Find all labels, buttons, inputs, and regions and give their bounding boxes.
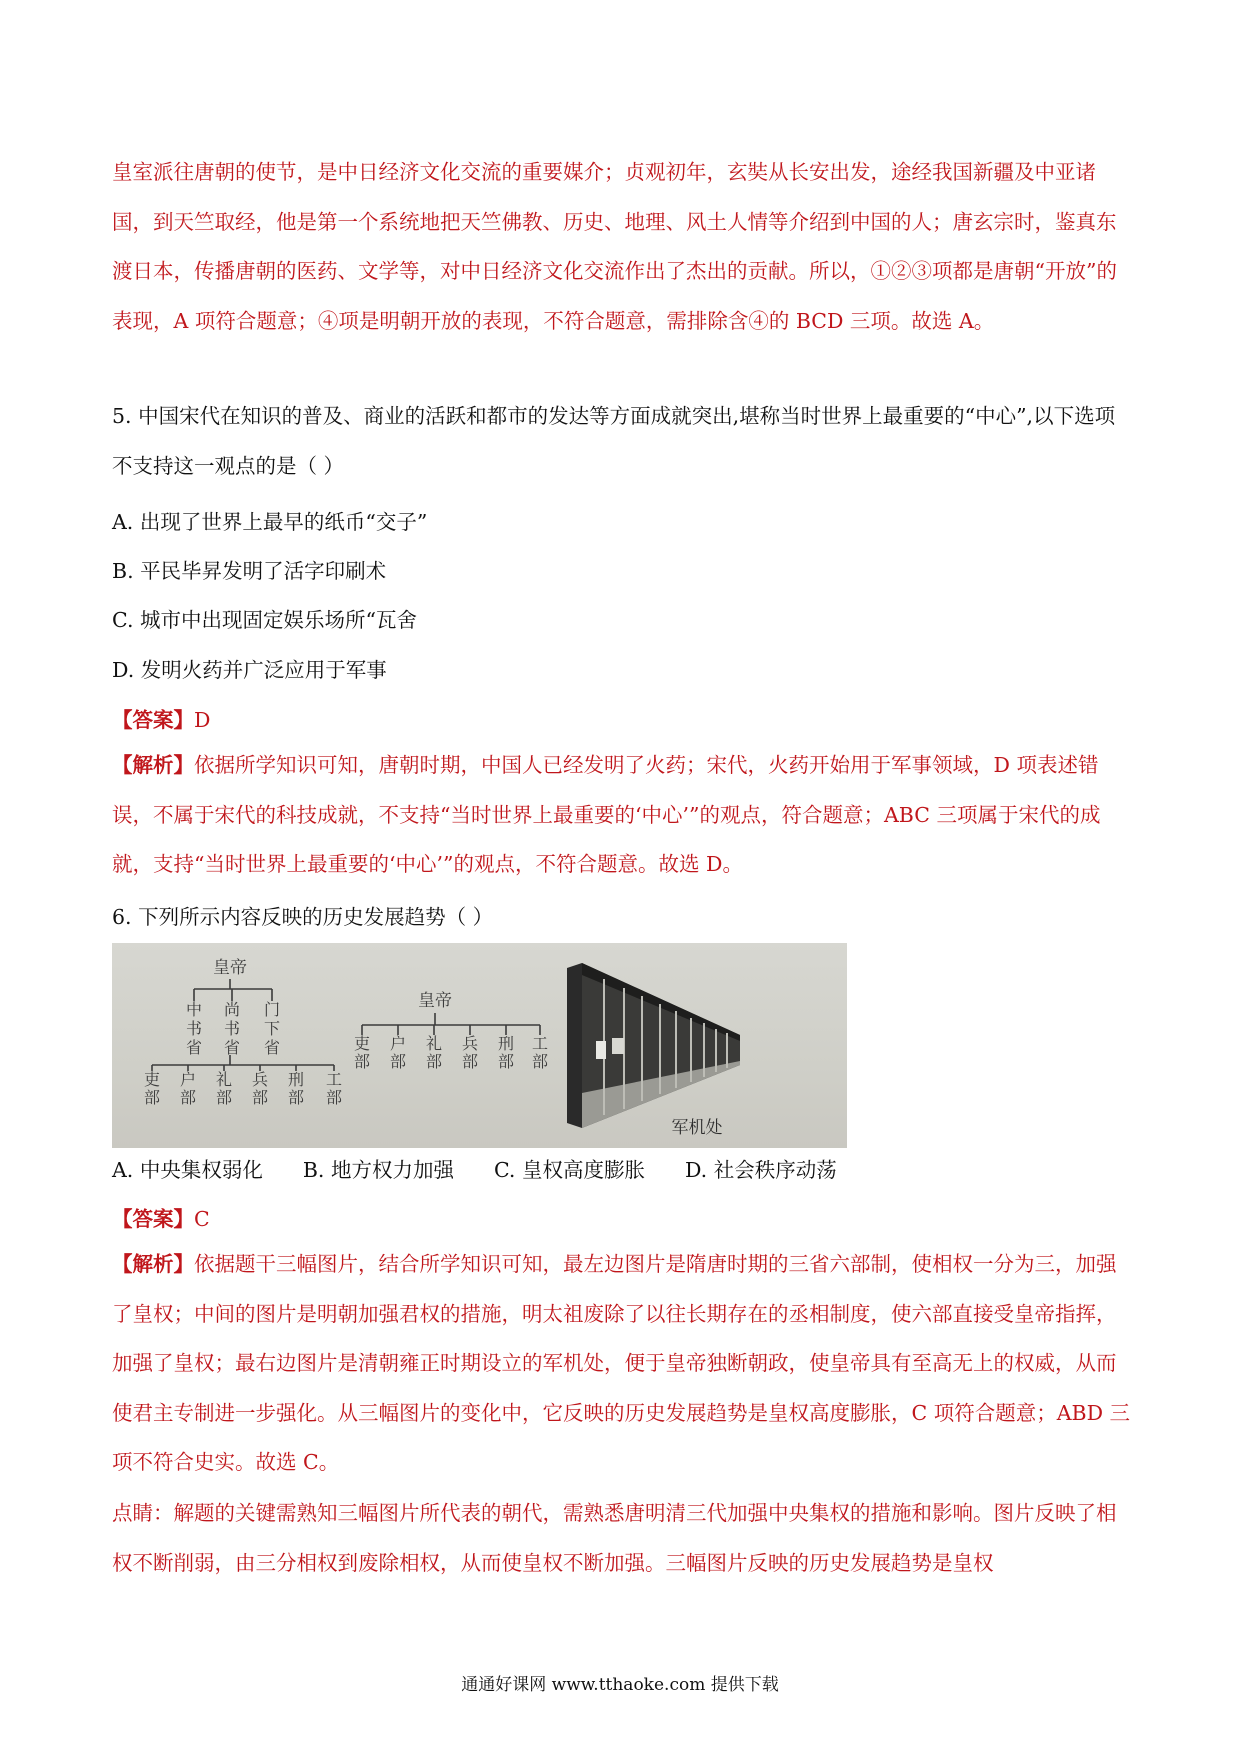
q5-analysis xyxy=(112,741,1134,890)
left-department-label: 门下省 xyxy=(263,1000,281,1057)
q6-options xyxy=(112,1155,877,1185)
q5-stem: 5. 中国宋代在知识的普及、商业的活跃和都市的发达等方面成就突出,堪称当时世界上最重要的“中心”,以下选项不支持这一观点的是（ ） xyxy=(112,404,1116,478)
q6-option-d: D. 社会秩序动荡 xyxy=(684,1158,837,1182)
grand-council-caption: 军机处 xyxy=(671,1118,723,1138)
left-department-label: 中书省 xyxy=(185,1000,203,1057)
q6-figure-svg xyxy=(112,943,847,1148)
q6-tip: 点睛：解题的关键需熟知三幅图片所代表的朝代，需熟悉唐明清三代加强中央集权的措施和影响。图片反映了相权不断削弱，由三分相权到废除相权，从而使皇权不断加强。三幅图片反映的历史发展趋势是皇权 xyxy=(112,1501,1117,1575)
q6-option-a: A. 中央集权弱化 xyxy=(112,1158,263,1182)
left-ministry-label: 吏部 xyxy=(143,1070,161,1107)
q6-answer-value: C xyxy=(194,1207,210,1231)
q4-analysis-continued: 皇室派往唐朝的使节，是中日经济文化交流的重要媒介；贞观初年，玄奘从长安出发，途经我国新疆及中亚诸国，到天竺取经，他是第一个系统地把天竺佛教、历史、地理、风土人情等介绍到中国的人；唐玄宗时，鉴真东渡日本，传播唐朝的医药、文学等，对中日经济文化交流作出了杰出的贡献。所以，①②③项都是唐朝“开放”的表现，A 项符合题意；④项是明朝开放的表现，不符合题意，需排除含④的 BCD 三项。故选 A。 xyxy=(112,160,1117,333)
mid-emperor: 皇帝 xyxy=(418,991,452,1011)
q5-answer-label: 【答案】 xyxy=(112,708,194,732)
q5-analysis-text: 依据所学知识可知，唐朝时期，中国人已经发明了火药；宋代，火药开始用于军事领域，D 项表述错误，不属于宋代的科技成就，不支持“当时世界上最重要的‘中心’”的观点，符合题意；ABC 三项属于宋代的成就，支持“当时世界上最重要的‘中心’”的观点，不符合题意。故选 D。 xyxy=(112,753,1101,876)
q6-analysis-label: 【解析】 xyxy=(112,1252,194,1276)
left-ministry-label: 兵部 xyxy=(251,1070,269,1107)
q5-option-a: A. 出现了世界上最早的纸币“交子” xyxy=(112,510,428,534)
mid-ministry-label: 礼部 xyxy=(425,1034,443,1071)
q6-answer-label: 【答案】 xyxy=(112,1207,194,1231)
left-ministry-label: 户部 xyxy=(179,1070,197,1107)
mid-ministry-label: 工部 xyxy=(531,1034,549,1071)
q5-answer-value: D xyxy=(194,708,211,732)
mid-ministry-label: 吏部 xyxy=(353,1034,371,1071)
left-department-label: 尚书省 xyxy=(223,1000,241,1057)
q6-stem: 6. 下列所示内容反映的历史发展趋势（ ） xyxy=(112,905,494,929)
q6-figure xyxy=(112,943,847,1148)
q6-analysis-text: 依据题干三幅图片，结合所学知识可知，最左边图片是隋唐时期的三省六部制，使相权一分为三，加强了皇权；中间的图片是明朝加强君权的措施，明太祖废除了以往长期存在的丞相制度，使六部直接受皇帝指挥，加强了皇权；最右边图片是清朝雍正时期设立的军机处，便于皇帝独断朝政，使皇帝具有至高无上的权威，从而使君主专制进一步强化。从三幅图片的变化中，它反映的历史发展趋势是皇权高度膨胀，C 项符合题意；ABD 三项不符合史实。故选 C。 xyxy=(112,1252,1131,1474)
left-emperor: 皇帝 xyxy=(213,958,247,978)
mid-ministry-label: 刑部 xyxy=(497,1034,515,1071)
q6-answer-line xyxy=(112,1204,210,1234)
q6-analysis xyxy=(112,1240,1134,1488)
mid-tree-lines xyxy=(362,1013,540,1035)
q5-option-c: C. 城市中出现固定娱乐场所“瓦舍 xyxy=(112,608,417,632)
left-tree-lines xyxy=(152,979,334,1071)
mid-ministry-label: 兵部 xyxy=(461,1034,479,1071)
q5-answer-line xyxy=(112,705,210,735)
mid-ministry-label: 户部 xyxy=(389,1034,407,1071)
left-ministry-label: 工部 xyxy=(325,1070,343,1107)
q6-option-c: C. 皇权高度膨胀 xyxy=(493,1158,645,1182)
q5-analysis-label: 【解析】 xyxy=(112,753,194,777)
grand-council-photo xyxy=(567,963,740,1128)
left-ministry-label: 刑部 xyxy=(287,1070,305,1107)
page-footer: 通通好课网 www.tthaoke.com 提供下载 xyxy=(461,1675,779,1695)
q5-option-b: B. 平民毕昇发明了活字印刷术 xyxy=(112,559,387,583)
q6-option-b: B. 地方权力加强 xyxy=(302,1158,454,1182)
left-ministry-label: 礼部 xyxy=(215,1070,233,1107)
q5-option-d: D. 发明火药并广泛应用于军事 xyxy=(112,658,387,682)
